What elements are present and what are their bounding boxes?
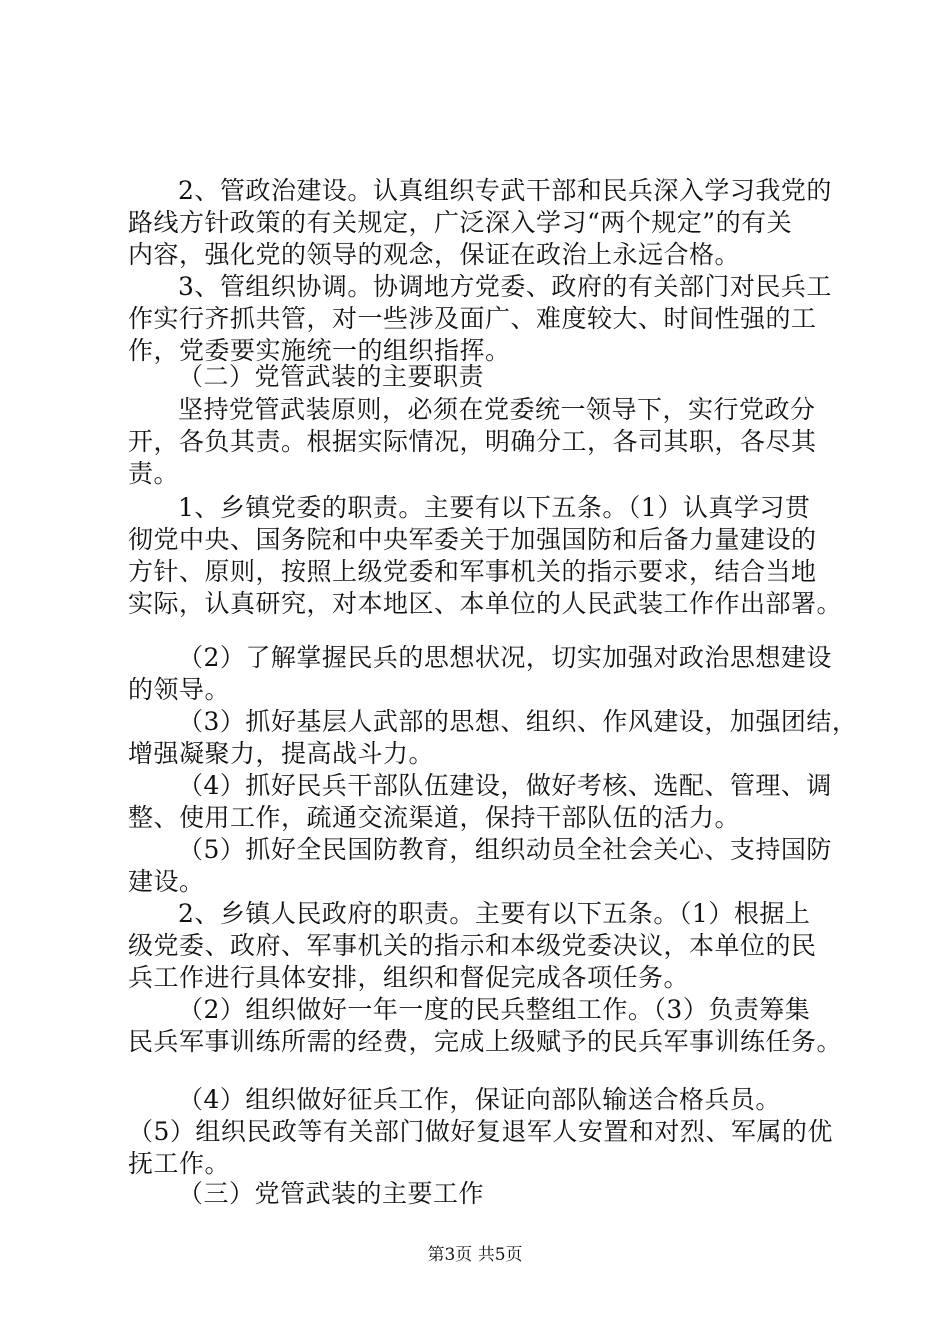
page-number-footer: 第3页 共5页 <box>427 1245 523 1265</box>
text-line: 作实行齐抓共管，对一些涉及面广、难度较大、时间性强的工 <box>128 304 817 333</box>
section-heading: （三）党管武装的主要工作 <box>178 1179 485 1208</box>
text-line: 级党委、政府、军事机关的指示和本级党委决议，本单位的民 <box>128 931 817 960</box>
text-line: 内容，强化党的领导的观念，保证在政治上永远合格。 <box>128 240 741 269</box>
text-line: （4）抓好民兵干部队伍建设，做好考核、选配、管理、调 <box>178 771 832 800</box>
text-line: 兵工作进行具体安排，组织和督促完成各项任务。 <box>128 963 690 992</box>
text-line: 1、乡镇党委的职责。主要有以下五条。（1）认真学习贯 <box>178 493 811 522</box>
text-line: （4）组织做好征兵工作，保证向部队输送合格兵员。 <box>178 1085 781 1114</box>
text-line: （5）组织民政等有关部门做好复退军人安置和对烈、军属的优 <box>128 1117 833 1146</box>
text-line: 2、管政治建设。认真组织专武干部和民兵深入学习我党的 <box>178 176 832 205</box>
text-line: （3）抓好基层人武部的思想、组织、作风建设，加强团结， <box>178 707 858 736</box>
text-line: 3、管组织协调。协调地方党委、政府的有关部门对民兵工 <box>178 272 832 301</box>
text-line: （5）抓好全民国防教育，组织动员全社会关心、支持国防 <box>178 835 832 864</box>
text-line: （2）了解掌握民兵的思想状况，切实加强对政治思想建设 <box>178 643 832 672</box>
text-line: 路线方针政策的有关规定，广泛深入学习“两个规定”的有关 <box>128 208 793 237</box>
text-line: 抚工作。 <box>128 1149 231 1178</box>
text-line: 增强凝聚力，提高战斗力。 <box>128 739 435 768</box>
text-line: 责。 <box>128 459 180 488</box>
text-line: 开，各负其责。根据实际情况，明确分工，各司其职，各尽其 <box>128 427 817 456</box>
text-line: 作，党委要实施统一的组织指挥。 <box>128 336 511 365</box>
text-line: （2）组织做好一年一度的民兵整组工作。（3）负责筹集 <box>178 995 811 1024</box>
text-line: 整、使用工作，疏通交流渠道，保持干部队伍的活力。 <box>128 803 741 832</box>
text-line: 方针、原则，按照上级党委和军事机关的指示要求，结合当地 <box>128 557 817 586</box>
text-line: 彻党中央、国务院和中央军委关于加强国防和后备力量建设的 <box>128 525 817 554</box>
text-line: 民兵军事训练所需的经费，完成上级赋予的民兵军事训练任务。 <box>128 1027 843 1056</box>
text-line: 2、乡镇人民政府的职责。主要有以下五条。（1）根据上 <box>178 899 811 928</box>
text-line: 坚持党管武装原则，必须在党委统一领导下，实行党政分 <box>178 395 816 424</box>
text-line: 的领导。 <box>128 675 231 704</box>
text-line: 实际，认真研究，对本地区、本单位的人民武装工作作出部署。 <box>128 589 843 618</box>
text-line: 建设。 <box>128 867 205 896</box>
section-heading: （二）党管武装的主要职责 <box>178 362 485 391</box>
